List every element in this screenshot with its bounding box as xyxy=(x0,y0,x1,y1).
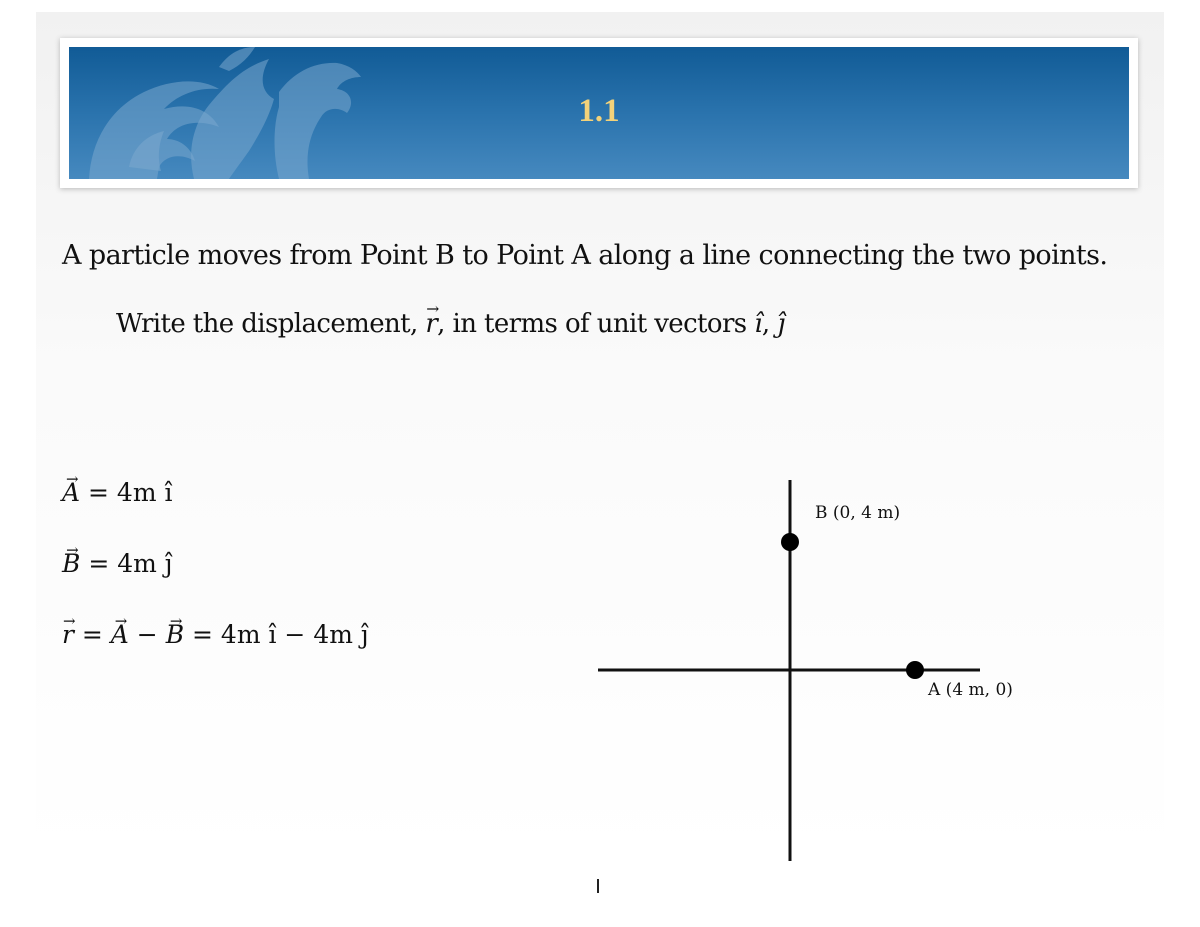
point-b-marker xyxy=(781,533,799,551)
point-a-marker xyxy=(906,661,924,679)
instruction-comma: , xyxy=(761,309,778,339)
vector-a-symbol-in-r: A → xyxy=(111,620,129,649)
equals-sign: = xyxy=(73,620,111,649)
vector-b-symbol-in-r: B → xyxy=(166,620,184,649)
page-tick-mark xyxy=(597,879,599,893)
equation-vector-a xyxy=(62,478,172,507)
unit-vector-j: ȷ̂ xyxy=(777,309,785,339)
vector-b-symbol: B → xyxy=(62,549,80,578)
point-a-label: A (4 m, 0) xyxy=(928,680,1013,700)
equation-vector-b xyxy=(62,549,173,578)
minus-sign: − xyxy=(128,620,166,649)
instruction-prefix: Write the displacement, xyxy=(116,309,426,339)
equation-displacement xyxy=(62,620,369,649)
instruction-text xyxy=(116,309,785,339)
point-b-label: B (0, 4 m) xyxy=(815,503,901,523)
header-frame xyxy=(60,38,1138,188)
coordinate-graph xyxy=(560,466,1040,866)
header-banner xyxy=(69,47,1129,179)
instruction-suffix: , in terms of unit vectors xyxy=(437,309,755,339)
vector-a-symbol: A → xyxy=(62,478,80,507)
vector-a-value: = 4m ı̂ xyxy=(88,478,173,507)
displacement-vector-symbol: r → xyxy=(425,309,437,339)
displacement-value: = 4m ı̂ − 4m ȷ̂ xyxy=(184,620,369,649)
question-text: A particle moves from Point B to Point A along a line connecting the two points. xyxy=(62,240,1108,271)
slide-number: 1.1 xyxy=(578,93,620,129)
vector-r-symbol: r → xyxy=(62,620,74,649)
vector-b-value: = 4m ȷ̂ xyxy=(88,549,173,578)
unit-vector-i: ı̂ xyxy=(754,309,762,339)
